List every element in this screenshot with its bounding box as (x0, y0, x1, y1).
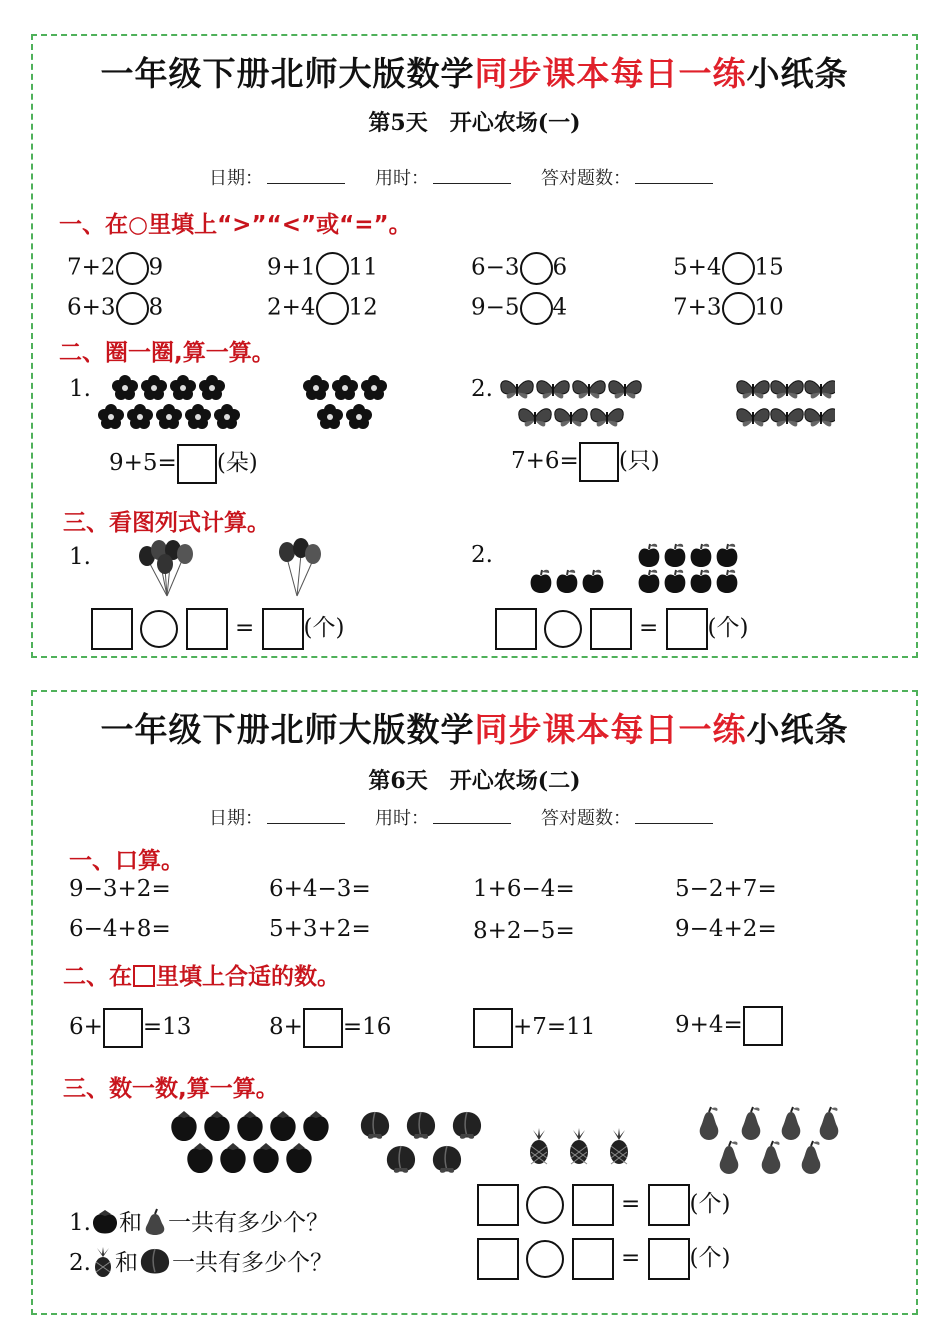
date-blank[interactable] (267, 167, 345, 184)
section1-title: 一、口算。 (69, 848, 184, 874)
time-field[interactable] (375, 164, 511, 190)
time-label: 用时： (375, 808, 429, 829)
answer-box[interactable] (91, 608, 133, 650)
flower-group-icon (93, 372, 393, 436)
card-title (33, 704, 916, 751)
answer-box[interactable] (477, 1238, 519, 1280)
word-question-1: 1. 和 一共有多少个？ (69, 1210, 329, 1236)
answer-box[interactable] (473, 1008, 513, 1048)
practice-card-day6 (31, 690, 918, 1315)
time-label: 用时： (375, 168, 429, 189)
balloon-group-icon (129, 538, 329, 602)
expression-line-1[interactable]: = (个) (91, 608, 344, 650)
time-blank[interactable] (433, 167, 511, 184)
score-field[interactable] (541, 804, 713, 830)
lesson-subtitle: 第6天 开心农场(二) (368, 768, 581, 794)
answer-box[interactable] (186, 608, 228, 650)
compare-item[interactable]: 9−5 4 (471, 292, 567, 325)
compare-circle[interactable] (316, 292, 349, 325)
word-question-2: 2. 和 一共有多少个？ (69, 1244, 333, 1277)
answer-box[interactable] (743, 1006, 783, 1046)
score-label: 答对题数： (541, 808, 631, 829)
compare-item[interactable]: 7+3 10 (673, 292, 784, 325)
section2-title: 二、在 里填上合适的数。 (63, 964, 340, 990)
date-field[interactable] (209, 164, 345, 190)
score-blank[interactable] (635, 807, 713, 824)
answer-box[interactable] (648, 1184, 690, 1226)
compare-item[interactable]: 2+4 12 (267, 292, 378, 325)
time-field[interactable] (375, 804, 511, 830)
mental-math-item[interactable]: 5−2+7= (675, 876, 777, 902)
compare-item[interactable]: 7+2 9 (67, 252, 163, 285)
expression-line-2[interactable]: = (个) (477, 1238, 730, 1280)
fruit-group-icon (129, 1104, 849, 1184)
compare-item[interactable]: 9+1 11 (267, 252, 378, 285)
mental-math-item[interactable]: 6+4−3= (269, 876, 371, 902)
score-blank[interactable] (635, 167, 713, 184)
question-number: 2. (471, 542, 493, 568)
score-field[interactable] (541, 164, 713, 190)
mental-math-item[interactable]: 9−4+2= (675, 916, 777, 942)
fill-in-item[interactable]: 8+ =16 (269, 1008, 391, 1048)
expression-line-2[interactable]: = (个) (495, 608, 748, 650)
answer-box[interactable] (572, 1184, 614, 1226)
title-red-part: 同步课本每日一练 (474, 710, 747, 749)
peach-icon (138, 1246, 172, 1276)
mental-math-item[interactable]: 6−4+8= (69, 916, 171, 942)
compare-item[interactable]: 6−3 6 (471, 252, 567, 285)
compare-circle[interactable] (520, 292, 553, 325)
butterfly-group-icon (495, 372, 835, 436)
answer-box[interactable] (648, 1238, 690, 1280)
pear-icon (142, 1208, 168, 1236)
question-number: 1. (69, 376, 91, 402)
answer-box[interactable] (579, 442, 619, 482)
fill-in-item[interactable]: 6+ =13 (69, 1008, 191, 1048)
operator-circle[interactable] (526, 1186, 564, 1224)
title-black-part-2: 小纸条 (746, 54, 849, 93)
question-number: 2. (471, 376, 493, 402)
mental-math-item[interactable]: 9−3+2= (69, 876, 171, 902)
section2-title: 二、圈一圈,算一算。 (59, 340, 275, 366)
card-title (33, 48, 916, 95)
date-blank[interactable] (267, 807, 345, 824)
question-number: 1. (69, 544, 91, 570)
answer-box[interactable] (477, 1184, 519, 1226)
compare-circle[interactable] (316, 252, 349, 285)
answer-box[interactable] (103, 1008, 143, 1048)
time-blank[interactable] (433, 807, 511, 824)
answer-box[interactable] (590, 608, 632, 650)
mental-math-item[interactable]: 8+2−5= (473, 918, 575, 944)
apple-group-icon (519, 538, 739, 598)
compare-item[interactable]: 5+4 15 (673, 252, 784, 285)
operator-circle[interactable] (140, 610, 178, 648)
square-symbol-icon (133, 965, 155, 987)
lesson-subtitle: 第5天 开心农场(一) (368, 110, 581, 136)
pineapple-icon (91, 1247, 115, 1277)
date-label: 日期： (209, 808, 263, 829)
answer-box[interactable] (572, 1238, 614, 1280)
compare-circle[interactable] (722, 252, 755, 285)
answer-box[interactable] (303, 1008, 343, 1048)
strawberry-icon (91, 1209, 119, 1235)
section3-title: 三、看图列式计算。 (63, 510, 270, 536)
answer-line-1[interactable]: 9+5= (朵) (109, 444, 258, 484)
operator-circle[interactable] (526, 1240, 564, 1278)
practice-card-day5 (31, 34, 918, 658)
operator-circle[interactable] (544, 610, 582, 648)
fill-in-item[interactable]: +7=11 (473, 1008, 595, 1048)
fill-in-item[interactable]: 9+4= (675, 1006, 783, 1046)
section1-title: 一、在○里填上“>”“<”或“=”。 (59, 212, 412, 238)
mental-math-item[interactable]: 1+6−4= (473, 876, 575, 902)
compare-item[interactable]: 6+3 8 (67, 292, 163, 325)
compare-circle[interactable] (116, 252, 149, 285)
title-red-part: 同步课本每日一练 (474, 54, 747, 93)
mental-math-item[interactable]: 5+3+2= (269, 916, 371, 942)
title-black-part: 一年级下册北师大版数学 (100, 710, 475, 749)
answer-box[interactable] (495, 608, 537, 650)
section3-title: 三、数一数,算一算。 (63, 1076, 279, 1102)
answer-box[interactable] (262, 608, 304, 650)
score-label: 答对题数： (541, 168, 631, 189)
answer-box[interactable] (177, 444, 217, 484)
answer-box[interactable] (666, 608, 708, 650)
expression-line-1[interactable]: = (个) (477, 1184, 730, 1226)
date-label: 日期： (209, 168, 263, 189)
date-field[interactable] (209, 804, 345, 830)
compare-circle[interactable] (520, 252, 553, 285)
answer-line-2[interactable]: 7+6= (只) (511, 442, 660, 482)
title-black-part: 一年级下册北师大版数学 (100, 54, 475, 93)
title-black-part-2: 小纸条 (746, 710, 849, 749)
compare-circle[interactable] (116, 292, 149, 325)
compare-circle[interactable] (722, 292, 755, 325)
